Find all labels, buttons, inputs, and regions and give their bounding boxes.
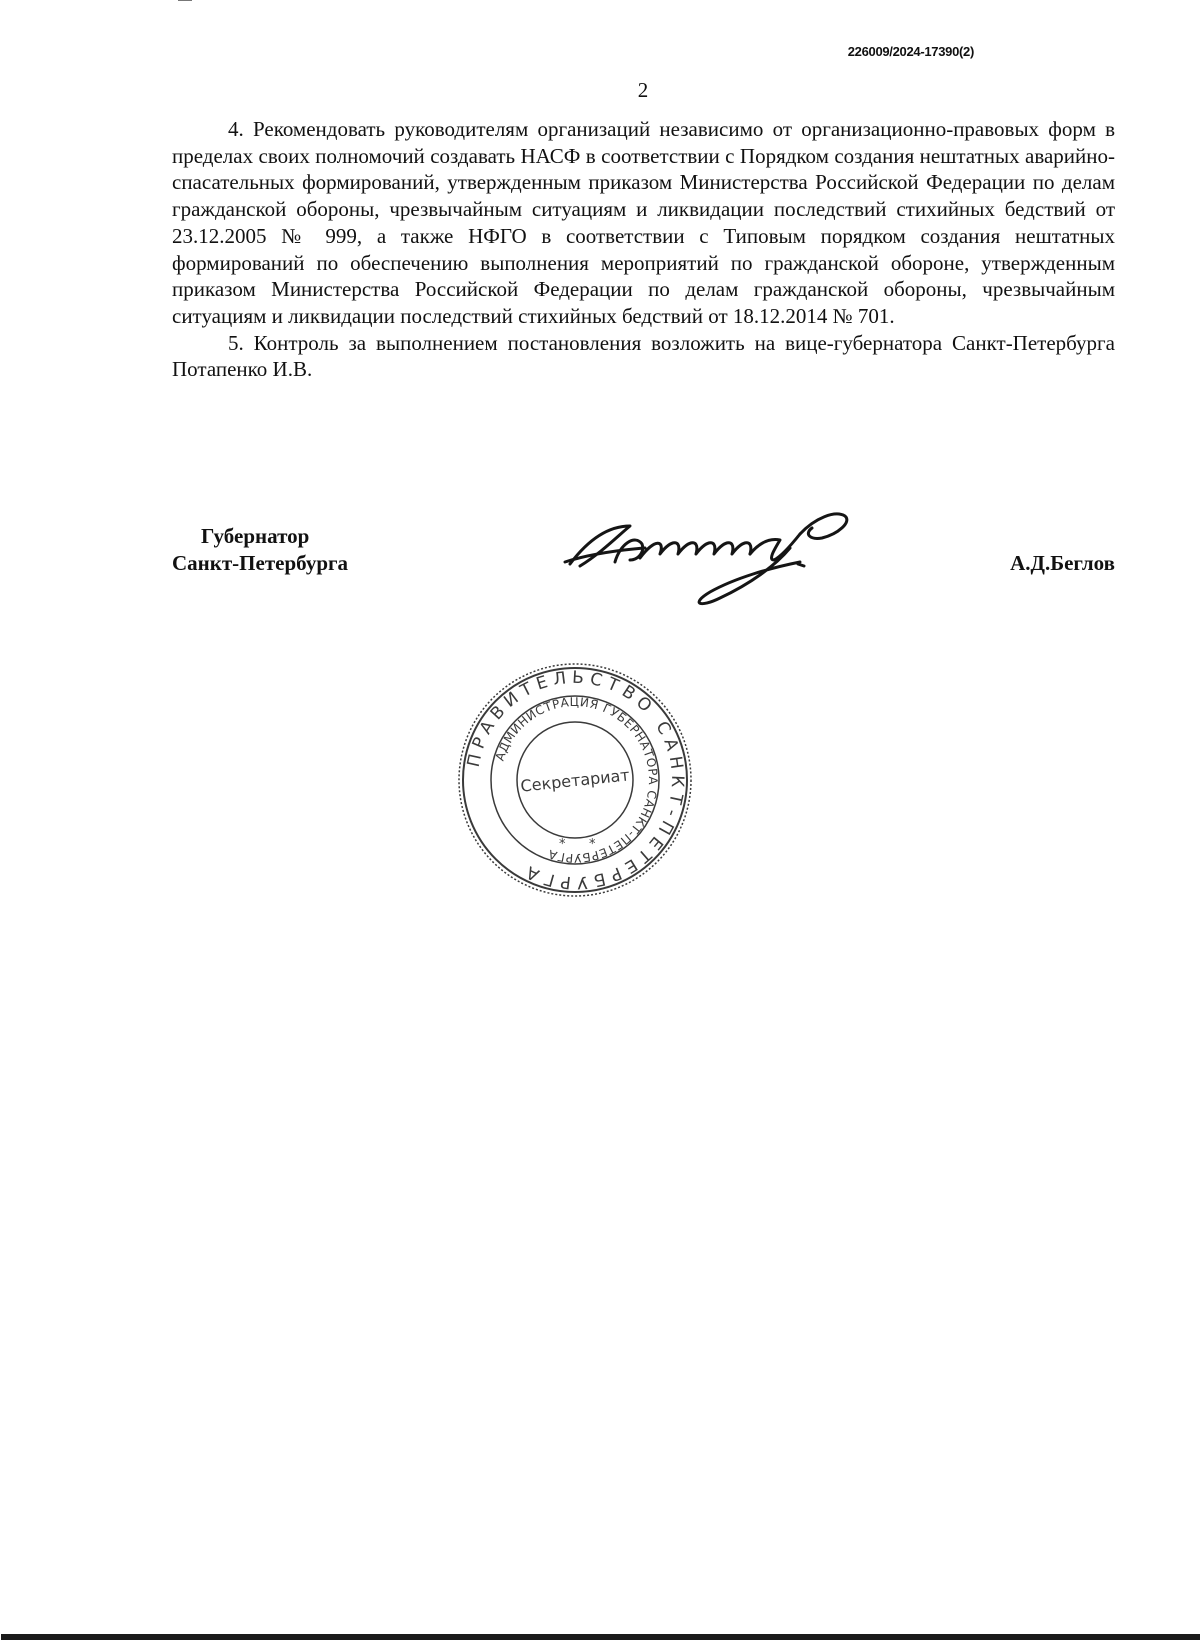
seal-center-text: Секретариат — [519, 765, 631, 796]
seal-inner-text: АДМИНИСТРАЦИЯ ГУБЕРНАТОРА САНКТ-ПЕТЕРБУРГА — [492, 694, 661, 866]
paragraph-5: 5. Контроль за выполнением постановления возложить на вице-губернатора Санкт-Петербурга Потапенко И.В. — [172, 330, 1115, 382]
seal-star-left: * — [559, 837, 566, 852]
scan-bottom-edge — [1, 1634, 1200, 1640]
seal-star-right: * — [589, 837, 596, 852]
seal-outer-text: ПРАВИТЕЛЬСТВО САНКТ-ПЕТЕРБУРГА — [463, 667, 688, 893]
document-number: 226009/2024-17390(2) — [847, 44, 974, 59]
signer-title — [172, 523, 348, 577]
signer-city: Санкт-Петербурга — [172, 551, 349, 575]
official-seal — [455, 660, 695, 900]
page-number: 2 — [637, 78, 649, 102]
document-body — [172, 116, 1115, 383]
signer-name: А.Д.Беглов — [1010, 551, 1115, 575]
scan-corner-mark — [178, 0, 192, 4]
handwritten-signature — [560, 504, 880, 614]
signer-position: Губернатор — [201, 524, 310, 548]
paragraph-4: 4. Рекомендовать руководителям организаций независимо от организационно-правовых форм в пределах своих полномочий создавать НАСФ в соответствии с Порядком создания нештатных аварийно-спасательных формирований, утвержденным приказом Министерства Российской Федерации по делам гражданской обороны, чрезвычайным ситуациям и ликвидации последствий стихийных бедствий от 23.12.2005 № 999, а также НФГО в соответствии с Типовым порядком создания нештатных формирований по обеспечению выполнения мероприятий по гражданской обороне, утвержденным приказом Министерства Российской Федерации по делам гражданской обороны, чрезвычайным ситуациям и ликвидации последствий стихийных бедствий от 18.12.2014 № 701. — [172, 117, 1115, 328]
